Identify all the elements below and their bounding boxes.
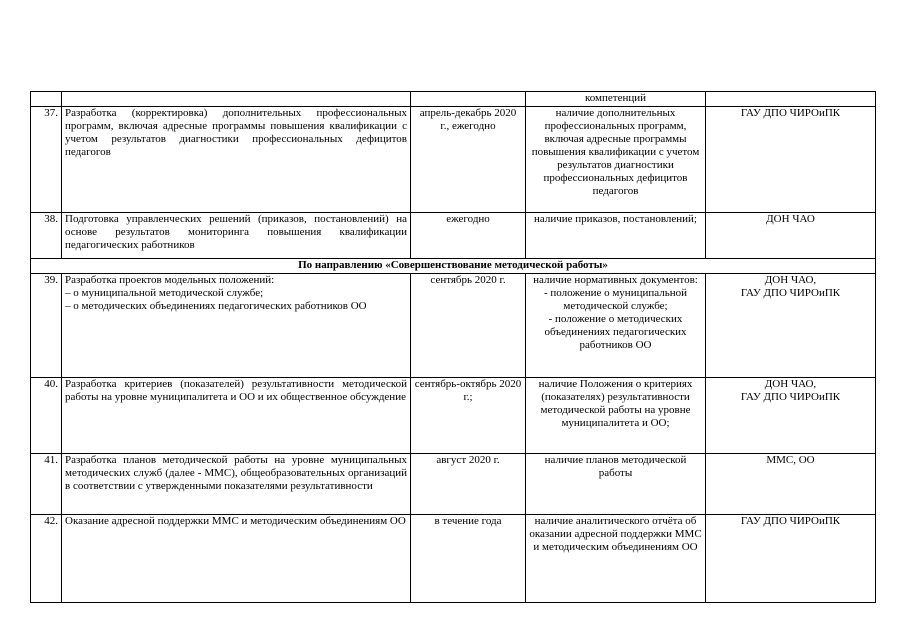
- deadline: ежегодно: [411, 213, 526, 259]
- work-description: Разработка критериев (показателей) результативности методической работы на уровне муниципалитета и ОО и их общественное обсуждение: [62, 378, 411, 454]
- row-number: 39.: [31, 274, 62, 378]
- table-row: [31, 378, 876, 454]
- cell-responsible: [706, 92, 876, 107]
- table-row: [31, 107, 876, 213]
- responsible: ММС, ОО: [706, 454, 876, 515]
- expected-result: наличие Положения о критериях (показателях) результативности методической работы на уровне муниципалитета и ОО;: [526, 378, 706, 454]
- section-title: По направлению «Совершенствование методической работы»: [31, 259, 876, 274]
- table-row-carry-over: [31, 92, 876, 107]
- cell-work: [62, 92, 411, 107]
- row-number: 37.: [31, 107, 62, 213]
- deadline: август 2020 г.: [411, 454, 526, 515]
- expected-result: наличие планов методической работы: [526, 454, 706, 515]
- table-row: [31, 213, 876, 259]
- table-row: [31, 515, 876, 603]
- responsible: ГАУ ДПО ЧИРОиПК: [706, 515, 876, 603]
- work-description: Разработка (корректировка) дополнительных профессиональных программ, включая адресные программы повышения квалификации с учетом результатов диагностики профессиональных дефицитов педагогов: [62, 107, 411, 213]
- cell-result: компетенций: [526, 92, 706, 107]
- row-number: 42.: [31, 515, 62, 603]
- table-row: [31, 274, 876, 378]
- work-description: Разработка проектов модельных положений: – о муниципальной методической службе; – о методических объединениях педагогических работников ОО: [62, 274, 411, 378]
- responsible: ДОН ЧАО, ГАУ ДПО ЧИРОиПК: [706, 274, 876, 378]
- expected-result: наличие приказов, постановлений;: [526, 213, 706, 259]
- cell-term: [411, 92, 526, 107]
- expected-result: наличие аналитического отчёта об оказании адресной поддержки ММС и методическим объединениям ОО: [526, 515, 706, 603]
- row-number: 38.: [31, 213, 62, 259]
- section-row: [31, 259, 876, 274]
- responsible: ДОН ЧАО: [706, 213, 876, 259]
- deadline: апрель-декабрь 2020 г., ежегодно: [411, 107, 526, 213]
- responsible: ДОН ЧАО, ГАУ ДПО ЧИРОиПК: [706, 378, 876, 454]
- row-number: 40.: [31, 378, 62, 454]
- table-row: [31, 454, 876, 515]
- expected-result: наличие нормативных документов: - положение о муниципальной методической службе; - положение о методических объединениях педагогических работников ОО: [526, 274, 706, 378]
- work-description: Разработка планов методической работы на уровне муниципальных методических служб (далее - ММС), общеобразовательных организаций в соответствии с утвержденными показателями результативности: [62, 454, 411, 515]
- row-number: 41.: [31, 454, 62, 515]
- deadline: сентябрь 2020 г.: [411, 274, 526, 378]
- work-description: Подготовка управленческих решений (приказов, постановлений) на основе результатов мониторинга повышения квалификации педагогических работников: [62, 213, 411, 259]
- cell-num: [31, 92, 62, 107]
- expected-result: наличие дополнительных профессиональных программ, включая адресные программы повышения квалификации с учетом результатов диагностики профессиональных дефицитов педагогов: [526, 107, 706, 213]
- plan-table: [30, 91, 876, 603]
- deadline: в течение года: [411, 515, 526, 603]
- deadline: сентябрь-октябрь 2020 г.;: [411, 378, 526, 454]
- work-description: Оказание адресной поддержки ММС и методическим объединениям ОО: [62, 515, 411, 603]
- responsible: ГАУ ДПО ЧИРОиПК: [706, 107, 876, 213]
